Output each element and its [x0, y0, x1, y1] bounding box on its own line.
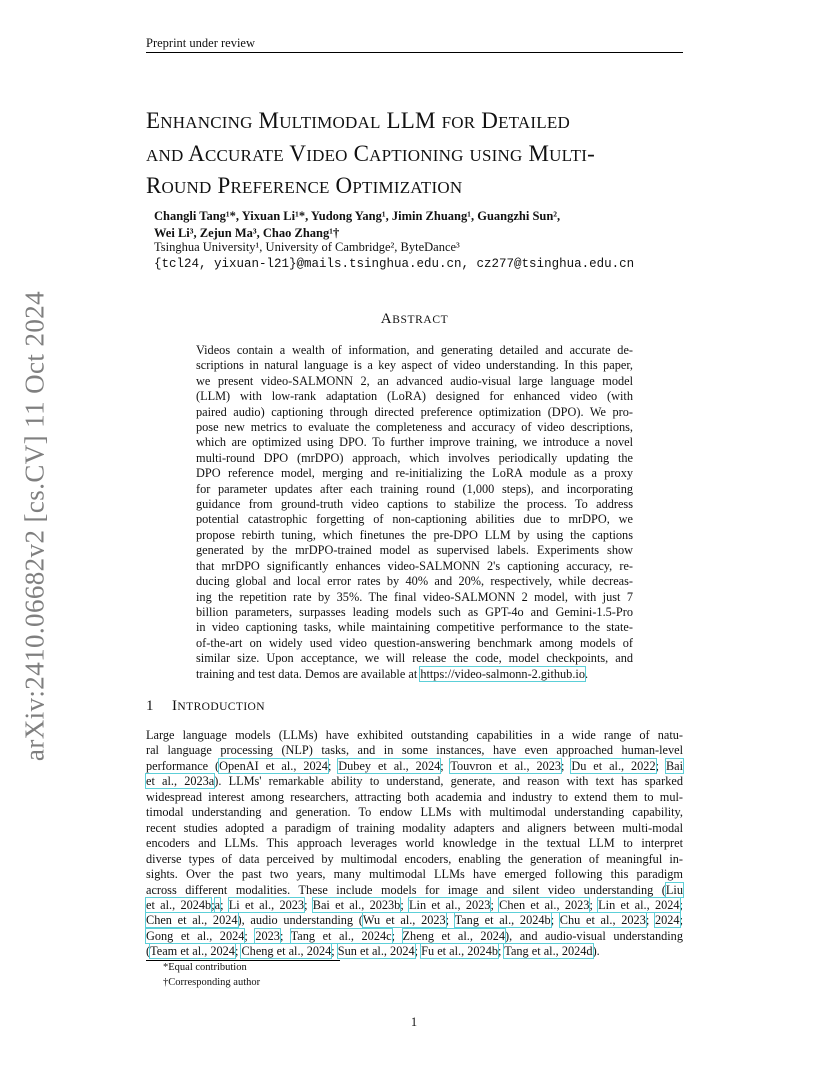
citation-link[interactable]: Touvron et al., 2023 — [450, 758, 562, 773]
footnote-corresponding-author: †Corresponding author — [163, 977, 261, 988]
intro-line: widespread interest among researchers, attracting both academia and industry to extend them to mul- — [146, 789, 683, 804]
citation-link[interactable]: et al., 2024b — [146, 897, 212, 912]
intro-line: Large language models (LLMs) have exhibited outstanding capabilities in a wide range of natu- — [146, 728, 683, 742]
introduction-body — [146, 728, 683, 960]
footnote-rule — [146, 960, 340, 961]
abstract-line: similar size. Upon acceptance, we will release the code, model checkpoints, and — [196, 651, 633, 666]
citation-link[interactable]: Li et al., 2023 — [228, 897, 305, 912]
section-heading — [146, 698, 265, 715]
citation-link[interactable]: Lin et al., 2024 — [598, 897, 680, 912]
abstract-line: for parameter updates after each training round (1,000 steps), and incorporating — [196, 481, 633, 496]
abstract-line: billion parameters, surpasses leading models such as GPT-4o and Gemini-1.5-Pro — [196, 604, 633, 619]
abstract-line: paired audio) captioning through directed preference optimization (DPO). We pro- — [196, 404, 633, 419]
running-header: Preprint under review — [146, 36, 255, 50]
citation-link[interactable]: Tang et al., 2024c — [290, 928, 392, 943]
title-line: ENHANCING MULTIMODAL LLM FOR DETAILED — [146, 108, 570, 133]
intro-line: (Team et al., 2024; Cheng et al., 2024; Sun et al., 2024; Fu et al., 2024b; Tang et al., 2024d). — [146, 944, 600, 959]
citation-link[interactable]: Team et al., 2024 — [150, 944, 235, 959]
intro-line: Chen et al., 2024), audio understanding (Wu et al., 2023; Tang et al., 2024b; Chu et al., 2023; 2024; — [146, 913, 683, 928]
abstract-body — [196, 343, 633, 682]
abstract-line: multi-round DPO (mrDPO) approach, which involves periodically updating the — [196, 450, 633, 465]
intro-line: recent studies adopted a paradigm of training modality adapters and aligners between multi-modal — [146, 820, 683, 835]
intro-line: timodal understanding and generation. To endow LLMs with multimodal understanding capability, — [146, 805, 683, 820]
citation-link[interactable]: Du et al., 2022 — [571, 758, 656, 773]
abstract-line: scriptions in natural language is a key aspect of video understanding. In this paper, — [196, 358, 633, 373]
citation-link[interactable]: Zheng et al., 2024 — [402, 928, 506, 943]
authors-line-2: Wei Li³, Zejun Ma³, Chao Zhang¹† — [154, 225, 340, 240]
abstract-line: which are optimized using DPO. To further improve training, we introduce a novel — [196, 435, 633, 450]
citation-link[interactable]: 2023 — [255, 928, 280, 943]
intro-line: diverse types of data perceived by multimodal encoders, enabling the generation of meaningful in- — [146, 851, 683, 866]
title-line: ROUND PREFERENCE OPTIMIZATION — [146, 173, 463, 198]
section-title: INTRODUCTION — [172, 698, 265, 714]
abstract-line: potential catastrophic forgetting of non-captioning abilities due to mrDPO, we — [196, 512, 633, 527]
author-list — [154, 208, 684, 241]
citation-link[interactable]: Wu et al., 2023 — [362, 913, 446, 928]
arxiv-stamp: arXiv:2410.06682v2 [cs.CV] 11 Oct 2024 — [19, 290, 50, 762]
abstract-line: of-the-art on widely used video question-answering benchmark among models of — [196, 635, 633, 650]
intro-line: et al., 2024b;a; Li et al., 2023; Bai et al., 2023b; Lin et al., 2023; Chen et al., 2023; Lin et al., 2024; — [146, 897, 683, 912]
intro-line: performance (OpenAI et al., 2024; Dubey et al., 2024; Touvron et al., 2023; Du et al., 2022; Bai — [146, 758, 684, 773]
abstract-line: (LLM) with low-rank adaptation (LoRA) designed for enhanced video (with — [196, 389, 633, 404]
author-emails: {tcl24, yixuan-l21}@mails.tsinghua.edu.cn, cz277@tsinghua.edu.cn — [154, 257, 635, 271]
abstract-line: pose new metrics to evaluate the completeness and accuracy of video descriptions, — [196, 420, 633, 435]
abstract-line: in video captioning tasks, while maintaining competitive performance to the state- — [196, 620, 633, 635]
footnote-equal-contribution: *Equal contribution — [163, 962, 247, 973]
authors-line-1: Changli Tang¹*, Yixuan Li¹*, Yudong Yang¹, Jimin Zhuang¹, Guangzhi Sun², — [154, 209, 561, 223]
arxiv-sidebar — [0, 0, 70, 1072]
intro-line: encoders and LLMs. This approach leverages world knowledge in the textual LLM to interpret — [146, 836, 683, 851]
intro-line: Gong et al., 2024; 2023; Tang et al., 2024c; Zheng et al., 2024), and audio-visual understanding — [146, 928, 683, 943]
abstract-heading: ABSTRACT — [380, 311, 449, 327]
citation-link[interactable]: a — [214, 897, 221, 912]
citation-link[interactable]: Chen et al., 2023 — [499, 897, 590, 912]
citation-link[interactable]: Chen et al., 2024 — [146, 913, 238, 928]
page-number: 1 — [410, 1015, 418, 1029]
citation-link[interactable]: Dubey et al., 2024 — [338, 758, 441, 773]
paper-title — [146, 106, 686, 204]
abstract-line: guidance from ground-truth video captions to stabilize the process. To address — [196, 497, 633, 512]
abstract-line: ducing global and local error rates by 40% and 20%, respectively, while decreas- — [196, 574, 633, 589]
citation-link[interactable]: Liu — [665, 882, 683, 897]
citation-link[interactable]: Bai et al., 2023b — [312, 897, 401, 912]
citation-link[interactable]: Sun et al., 2024 — [337, 944, 415, 959]
intro-line: et al., 2023a). LLMs' remarkable ability to understand, generate, and reason with text has sparked — [146, 774, 683, 789]
abstract-line: propose rebirth tuning, which finetunes the pre-DPO LLM by using the captions — [196, 527, 633, 542]
citation-link[interactable]: et al., 2023a — [146, 774, 215, 789]
citation-link[interactable]: Tang et al., 2024d — [504, 944, 593, 959]
abstract-line: DPO reference model, merging and re-initializing the LoRA module as a proxy — [196, 466, 633, 481]
demo-link[interactable]: https://video-salmonn-2.github.io — [420, 666, 585, 681]
affiliations: Tsinghua University¹, University of Cambridge², ByteDance³ — [154, 240, 460, 254]
abstract-line: Videos contain a wealth of information, and generating detailed and accurate de- — [196, 343, 633, 357]
citation-link[interactable]: Tang et al., 2024b — [454, 913, 551, 928]
citation-link[interactable]: Gong et al., 2024 — [146, 928, 245, 943]
citation-link[interactable]: Chu et al., 2023 — [559, 913, 646, 928]
abstract-line: generated by the mrDPO-trained model as supervised labels. Experiments show — [196, 543, 633, 558]
citation-link[interactable]: Cheng et al., 2024 — [241, 944, 332, 959]
citation-link[interactable]: OpenAI et al., 2024 — [219, 758, 328, 773]
citation-link[interactable]: Fu et al., 2024b — [421, 944, 499, 959]
citation-link[interactable]: Lin et al., 2023 — [409, 897, 491, 912]
intro-line: sights. Over the past two years, many multimodal LLMs have emerged following this paradigm — [146, 867, 683, 882]
abstract-line: training and test data. Demos are available at https://video-salmonn-2.github.io. — [196, 666, 589, 681]
citation-link[interactable]: 2024 — [654, 913, 680, 928]
abstract-line: we present video-SALMONN 2, an advanced audio-visual large language model — [196, 373, 633, 388]
section-number: 1 — [146, 698, 154, 714]
abstract-line: ing the repetition rate by 35%. The final video-SALMONN 2 model, with just 7 — [196, 589, 633, 604]
abstract-line: that mrDPO significantly enhances video-SALMONN 2's captioning accuracy, re- — [196, 558, 633, 573]
title-line: AND ACCURATE VIDEO CAPTIONING USING MULTI- — [146, 140, 595, 166]
citation-link[interactable]: Bai — [665, 758, 684, 773]
intro-line: ral language processing (NLP) tasks, and in some instances, have even approached human-level — [146, 743, 683, 758]
intro-line: across different modalities. These include models for image and silent video understanding (Liu — [146, 882, 683, 897]
header-rule — [146, 52, 683, 53]
